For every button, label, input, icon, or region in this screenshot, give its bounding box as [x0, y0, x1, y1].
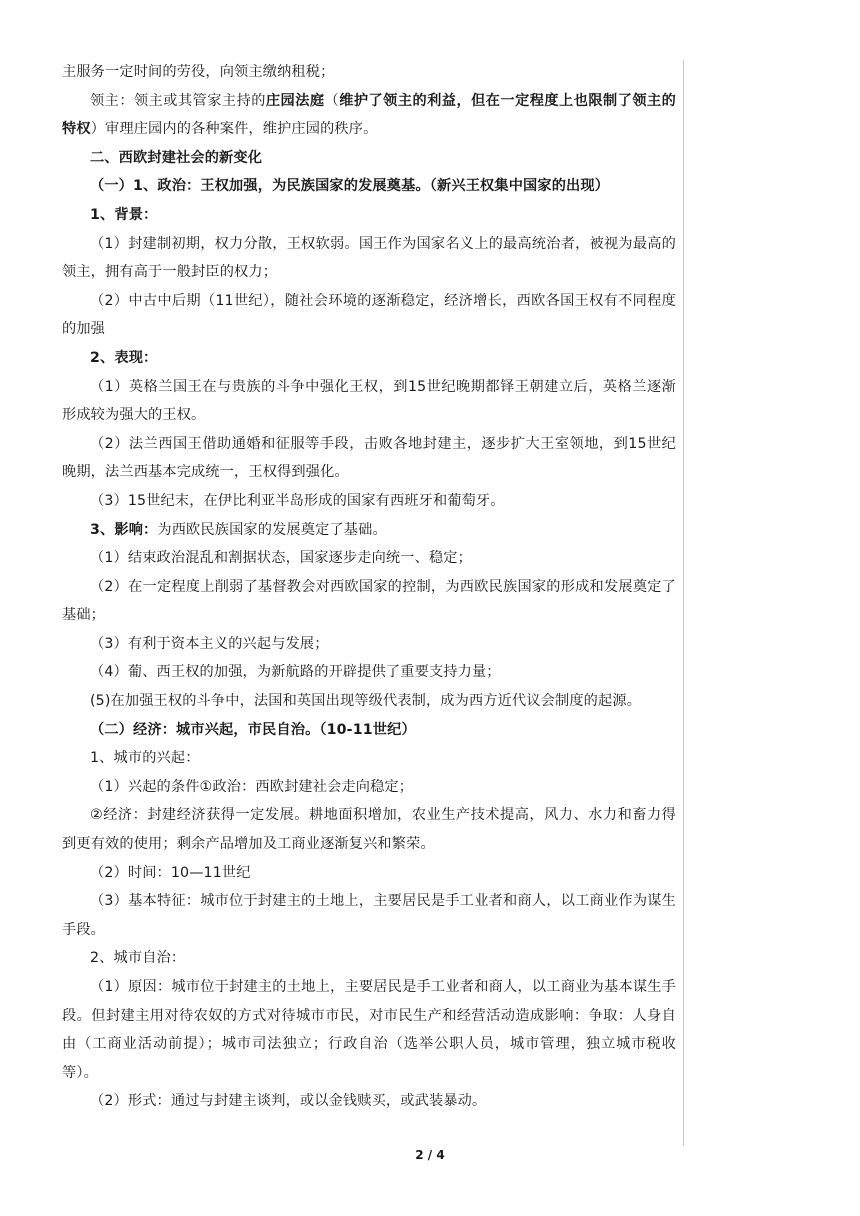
paragraph: 1、城市的兴起： [90, 750, 200, 767]
text-run: 领主：领主或其管家主持的 [90, 92, 266, 109]
paragraph: ②经济：封建经济获得一定发展。耕地面积增加，农业生产技术提高，风力、水力和畜力得到更有效的使用；剩余产品增加及工商业逐渐复兴和繁荣。 [62, 807, 676, 853]
text-run: ）审理庄园内的各种案件，维护庄园的秩序。 [90, 121, 378, 138]
paragraph: （3）15世纪末，在伊比利亚半岛形成的国家有西班牙和葡萄牙。 [90, 492, 505, 509]
margin-divider [683, 60, 684, 1146]
text-run: 庄园法庭 [265, 92, 325, 109]
paragraph: （2）在一定程度上削弱了基督教会对西欧国家的控制，为西欧民族国家的形成和发展奠定了基础； [62, 578, 676, 624]
paragraph: （2）中古中后期（11世纪），随社会环境的逐渐稳定，经济增长，西欧各国王权有不同程度的加强 [62, 292, 676, 338]
paragraph: （2）形式：通过与封建主谈判，或以金钱赎买，或武装暴动。 [90, 1093, 487, 1110]
paragraph: （1）原因：城市位于封建主的土地上，主要居民是手工业者和商人，以工商业为基本谋生手段。但封建主用对待农奴的方式对待城市市民，对市民生产和经营活动造成影响：争取：人身自由（工商业活动前提）；城市司法独立；行政自治（选举公职人员，城市管理，独立城市税收等）。 [62, 979, 676, 1081]
paragraph: （二）经济：城市兴起，市民自治。（10-11世纪） [90, 721, 416, 738]
paragraph: （1）兴起的条件①政治：西欧封建社会走向稳定； [90, 778, 414, 795]
paragraph: （3）基本特征：城市位于封建主的土地上，主要居民是手工业者和商人，以工商业作为谋生手段。 [62, 893, 676, 938]
paragraph [62, 87, 676, 144]
paragraph: （2）法兰西国王借助通婚和征服等手段，击败各地封建主，逐步扩大王室领地，到15世纪晚期，法兰西基本完成统一，王权得到强化。 [62, 435, 676, 481]
text-run: 为西欧民族国家的发展奠定了基础。 [157, 521, 387, 538]
paragraph: 主服务一定时间的劳役，向领主缴纳租税； [62, 64, 335, 80]
paragraph: 2、表现： [90, 349, 158, 366]
paragraph: （4）葡、西王权的加强，为新航路的开辟提供了重要支持力量； [90, 664, 501, 681]
document-body [62, 58, 676, 1116]
paragraph: 2、城市自治： [90, 950, 186, 967]
paragraph: (5)在加强王权的斗争中，法国和英国出现等级代表制，成为西方近代议会制度的起源。 [90, 693, 642, 710]
paragraph: 1、背景： [90, 206, 158, 223]
paragraph: （1）结束政治混乱和割据状态，国家逐步走向统一、稳定； [90, 550, 472, 567]
text-run: 维护了领主的利益，但在一定程度上也限制了领主的特权 [62, 92, 677, 138]
paragraph [62, 516, 676, 545]
paragraph: （一）1、政治：王权加强，为民族国家的发展奠基。（新兴王权集中国家的出现） [90, 178, 610, 195]
paragraph: 二、西欧封建社会的新变化 [90, 149, 263, 166]
paragraph: （3）有利于资本主义的兴起与发展； [90, 635, 329, 652]
page-number: 2 / 4 [415, 1148, 445, 1162]
paragraph: （2）时间：10—11世纪 [90, 864, 251, 881]
text-run: 3、影响： [90, 521, 158, 538]
paragraph: （1）封建制初期，权力分散，王权软弱。国王作为国家名义上的最高统治者，被视为最高的领主，拥有高于一般封臣的权力； [62, 235, 676, 281]
text-run: （ [324, 92, 340, 109]
paragraph: （1）英格兰国王在与贵族的斗争中强化王权，到15世纪晚期都铎王朝建立后，英格兰逐渐形成较为强大的王权。 [62, 378, 676, 424]
